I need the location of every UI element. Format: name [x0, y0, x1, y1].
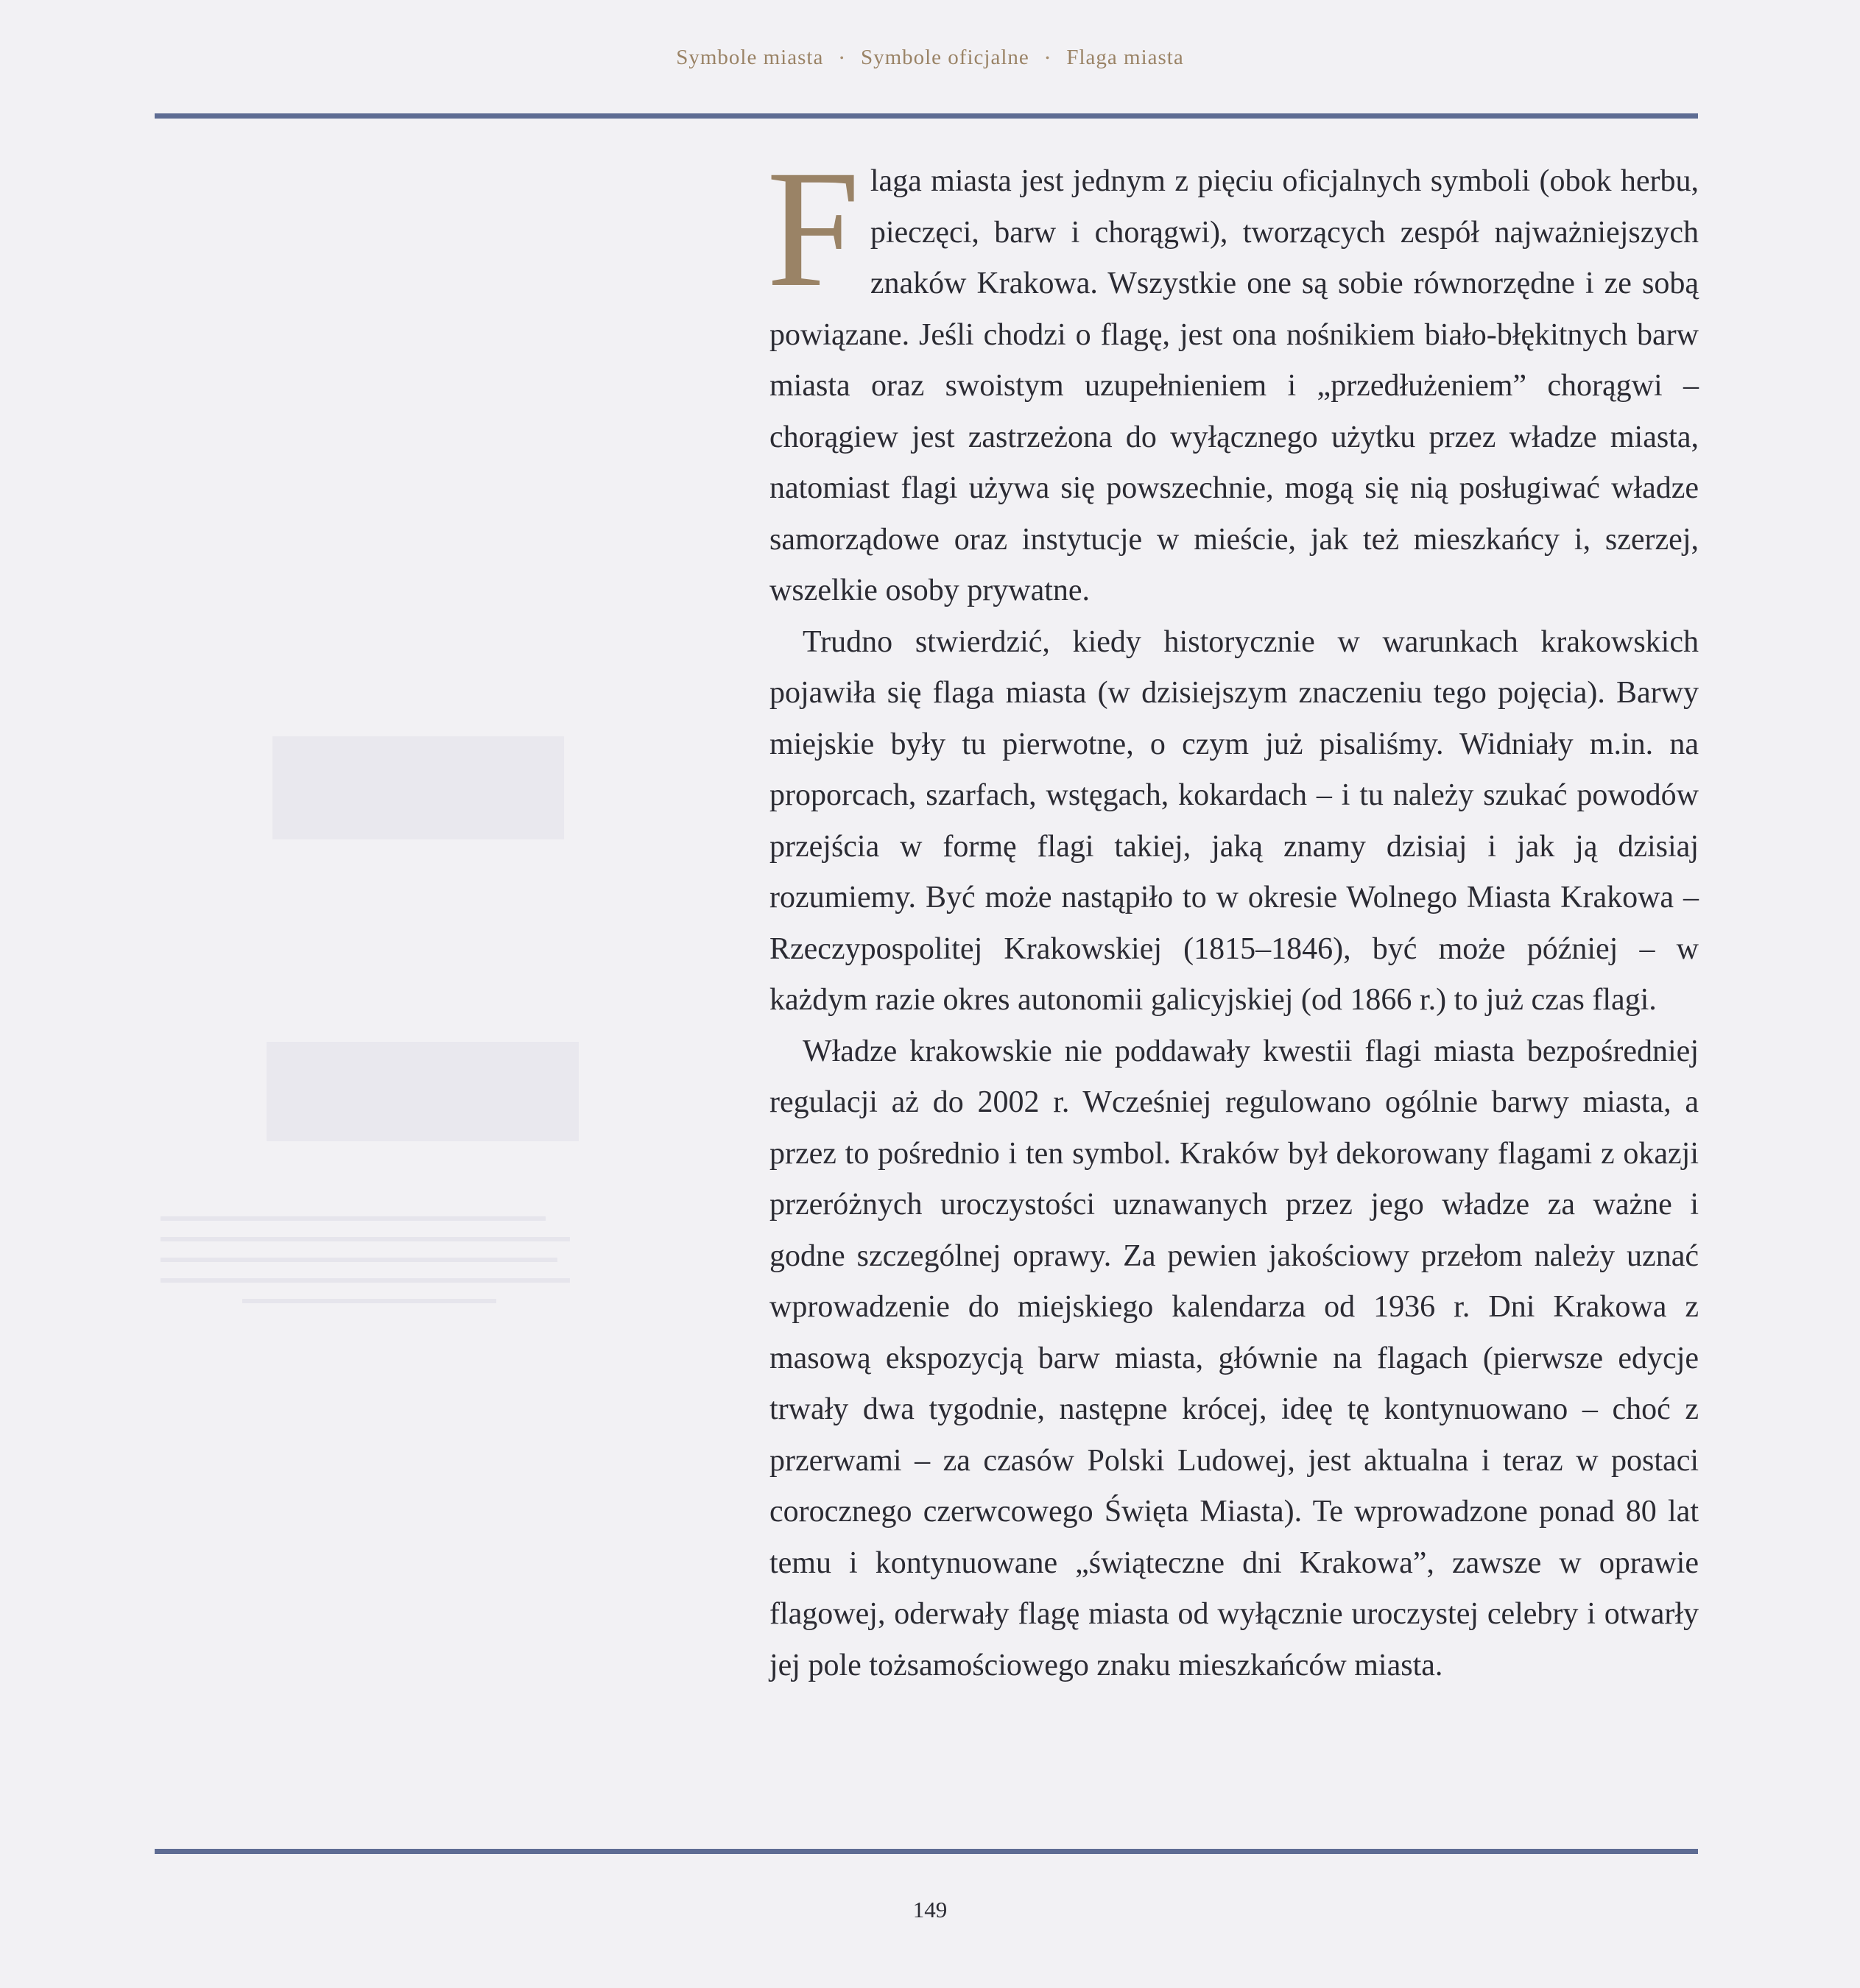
breadcrumb-section: Symbole miasta — [676, 46, 824, 69]
paragraph-text: laga miasta jest jednym z pięciu oficjalnych symboli (obok herbu, pieczęci, barw i chorągwi), tworzących zespół najważniejszych znaków Krakowa. Wszystkie one są sobie równorzędne i ze sobą powiązane. Jeśli chodzi o flagę, jest ona nośnikiem biało-błękitnych barw miasta oraz swoistym uzupełnieniem i „przedłużeniem” chorągwi – chorągiew jest zastrzeżona do wyłącznego użytku przez władze miasta, natomiast flagi używa się powszechnie, mogą się nią posługiwać władze samorządowe oraz instytucje w mieście, jak też mieszkańcy i, szerzej, wszelkie osoby prywatne. — [769, 164, 1699, 607]
page-number: 149 — [912, 1897, 948, 1922]
paragraph: Władze krakowskie nie poddawały kwestii flagi miasta bezpośredniej regulacji aż do 2002 r. Wcześniej regulowano ogólnie barwy miasta, a przez to pośrednio i ten symbol. Kraków był dekorowany flagami z okazji przeróżnych uroczystości uznawanych przez jego władze za ważne i godne szczególnej oprawy. Za pewien jakościowy przełom należy uznać wprowadzenie do miejskiego kalendarza od 1936 r. Dni Krakowa z masową ekspozycją barw miasta, głównie na flagach (pierwsze edycje trwały dwa tygodnie, następne krócej, ideę tę kontynuowano – choć z przerwami – za czasów Polski Ludowej, jest aktualna i teraz w postaci corocznego czerwcowego Święta Miasta). Te wprowadzone ponad 80 lat temu i kontynuowane „świąteczne dni Krakowa”, zawsze w oprawie flagowej, oderwały flagę miasta od wyłącznie uroczystej celebry i otwarły jej pole tożsamościowego znaku mieszkańców miasta. — [769, 1034, 1699, 1682]
bullet-separator: • — [839, 52, 845, 66]
running-header — [0, 46, 1860, 70]
paragraph — [767, 136, 1699, 617]
show-through-block — [267, 1042, 579, 1141]
bullet-separator: • — [1045, 52, 1051, 66]
show-through-caption — [161, 1216, 570, 1345]
drop-cap: F — [767, 136, 860, 322]
top-rule — [155, 113, 1698, 119]
breadcrumb-subsection: Symbole oficjalne — [860, 46, 1029, 69]
bottom-rule — [155, 1849, 1698, 1854]
breadcrumb-current: Flaga miasta — [1066, 46, 1184, 69]
show-through-block — [272, 736, 564, 839]
article-body — [767, 136, 1699, 1691]
paragraph: Trudno stwierdzić, kiedy historycznie w warunkach krakowskich pojawiła się flaga miasta (w dzisiejszym znaczeniu tego pojęcia). Barwy miejskie były tu pierwotne, o czym już pisaliśmy. Widniały m.in. na proporcach, szarfach, wstęgach, kokardach – i tu należy szukać powodów przejścia w formę flagi takiej, jaką znamy dzisiaj i jak ją dzisiaj rozumiemy. Być może nastąpiło to w okresie Wolnego Miasta Krakowa – Rzeczypospolitej Krakowskiej (1815–1846), być może później – w każdym razie okres autonomii galicyjskiej (od 1866 r.) to już czas flagi. — [769, 624, 1699, 1017]
